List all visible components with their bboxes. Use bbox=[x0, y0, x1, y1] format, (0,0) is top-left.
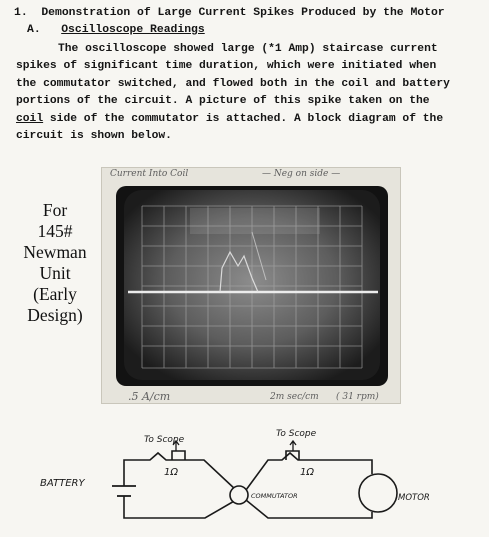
photo-caption-top-right: — Neg on side — bbox=[262, 169, 341, 179]
motor-circle bbox=[359, 474, 397, 512]
section-number: 1. bbox=[14, 7, 28, 19]
side-note-line: 145# bbox=[37, 221, 73, 241]
paragraph-line: spikes of significant time duration, which were initiated when bbox=[16, 60, 437, 73]
circuit-diagram bbox=[0, 418, 489, 537]
side-note-line: Design) bbox=[27, 305, 83, 325]
paragraph-line: The oscilloscope showed large (*1 Amp) staircase current bbox=[58, 43, 438, 55]
arrow-icon bbox=[290, 441, 296, 451]
paragraph-line: coil side of the commutator is attached. A block diagram of the bbox=[16, 112, 444, 125]
oscilloscope-photo bbox=[101, 167, 401, 404]
label-to-scope-left: To Scope bbox=[144, 435, 185, 445]
label-battery: BATTERY bbox=[40, 478, 85, 489]
paragraph-line: circuit is shown below. bbox=[16, 130, 172, 143]
wire bbox=[246, 500, 372, 518]
side-note-line: Newman bbox=[23, 242, 87, 262]
subsection-title: Oscilloscope Readings bbox=[61, 24, 205, 36]
underlined-word: coil bbox=[16, 112, 44, 125]
label-to-scope-right: To Scope bbox=[276, 429, 317, 439]
label-resistor-right: 1Ω bbox=[300, 467, 315, 478]
subsection-heading bbox=[27, 24, 205, 36]
wire bbox=[124, 453, 236, 490]
oscilloscope-screen bbox=[102, 168, 402, 405]
commutator-circle bbox=[230, 486, 248, 504]
paragraph-line: the commutator switched, and flowed both in the coil and battery bbox=[16, 77, 450, 90]
scope-probe-left bbox=[172, 451, 185, 460]
label-commutator: COMMUTATOR bbox=[251, 492, 298, 500]
label-motor: MOTOR bbox=[398, 493, 430, 503]
side-note-line: For bbox=[42, 200, 68, 220]
battery-symbol bbox=[112, 486, 136, 496]
body-paragraph bbox=[16, 41, 482, 145]
label-resistor-left: 1Ω bbox=[164, 467, 179, 478]
side-note bbox=[4, 200, 106, 326]
wire bbox=[124, 496, 236, 518]
section-title: Demonstration of Large Current Spikes Produced by the Motor bbox=[41, 7, 445, 19]
side-note-line: Unit bbox=[39, 263, 71, 283]
paragraph-line: portions of the circuit. A picture of this spike taken on the bbox=[16, 95, 430, 108]
photo-caption-bottom-right: ( 31 rpm) bbox=[336, 392, 379, 402]
section-heading bbox=[14, 7, 445, 19]
subsection-letter: A. bbox=[27, 24, 41, 36]
photo-caption-bottom-mid: 2m sec/cm bbox=[270, 392, 319, 402]
photo-caption-bottom-left: .5 A/cm bbox=[128, 390, 171, 403]
side-note-line: (Early bbox=[33, 284, 77, 304]
photo-caption-top-left: Current Into Coil bbox=[110, 169, 189, 179]
